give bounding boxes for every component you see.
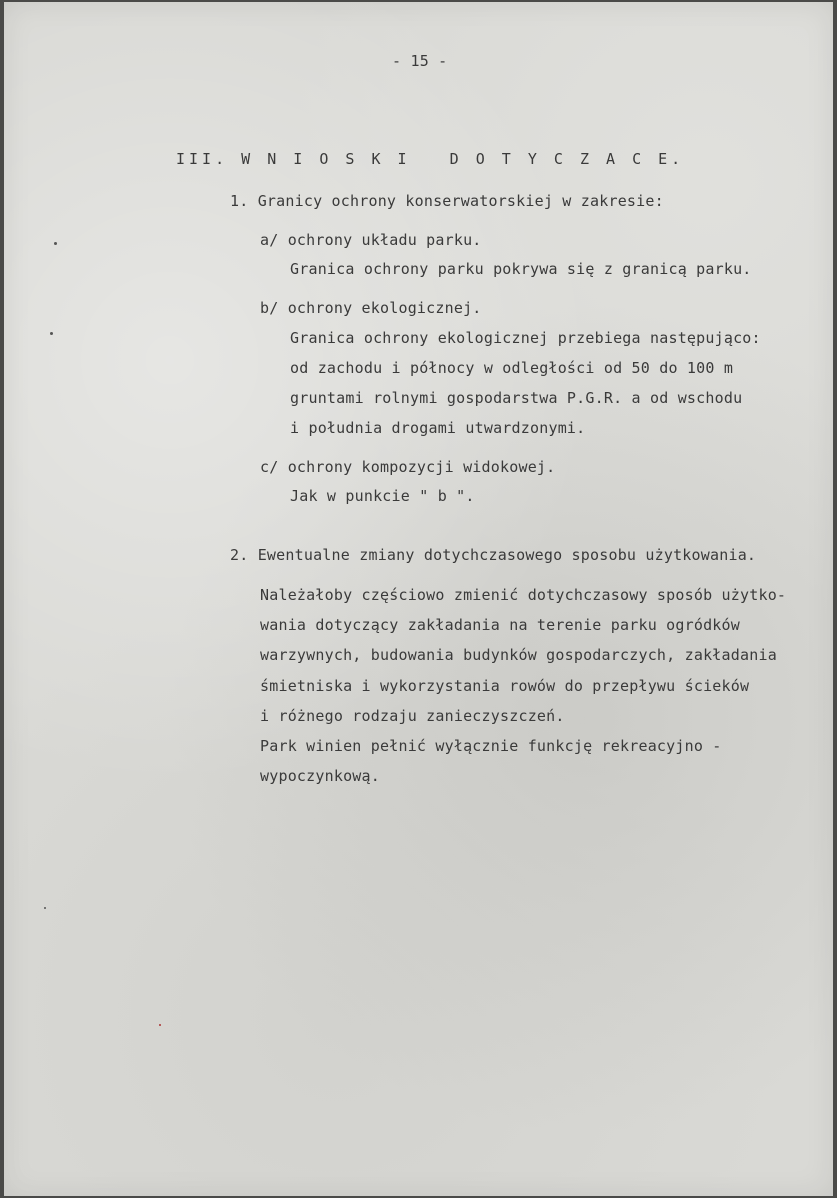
item1-a-label: a/ ochrony układu parku. <box>260 231 482 249</box>
item1-b-line: Granica ochrony ekologicznej przebiega następująco: <box>290 329 761 347</box>
item2-line: warzywnych, budowania budynków gospodarczych, zakładania <box>260 646 777 664</box>
item1-c-line: Jak w punkcie " b ". <box>290 487 475 505</box>
item2-line: Park winien pełnić wyłącznie funkcję rekreacyjno - <box>260 737 722 755</box>
item2-line: i różnego rodzaju zanieczyszczeń. <box>260 707 565 725</box>
document-page <box>4 2 833 1196</box>
item2-title: 2. Ewentualne zmiany dotychczasowego sposobu użytkowania. <box>230 546 757 564</box>
item1-title: 1. Granicy ochrony konserwatorskiej w zakresie: <box>230 192 664 210</box>
item1-c-label: c/ ochrony kompozycji widokowej. <box>260 458 556 476</box>
item2-line: śmietniska i wykorzystania rowów do przepływu ścieków <box>260 677 750 695</box>
item1-b-line: gruntami rolnymi gospodarstwa P.G.R. a od wschodu <box>290 389 743 407</box>
item2-line: wania dotyczący zakładania na terenie parku ogródków <box>260 616 740 634</box>
item1-a-line: Granica ochrony parku pokrywa się z granicą parku. <box>290 260 752 278</box>
paper-speck <box>44 907 46 909</box>
paper-speck <box>50 332 53 335</box>
item2-line: Należałoby częściowo zmienić dotychczasowy sposób użytko- <box>260 586 787 604</box>
section-heading: III. W N I O S K I D O T Y C Z A C E. <box>176 150 685 168</box>
paper-speck <box>54 242 57 245</box>
page-number: - 15 - <box>392 52 448 70</box>
item1-b-label: b/ ochrony ekologicznej. <box>260 299 482 317</box>
paper-speck <box>159 1024 161 1026</box>
item1-b-line: i południa drogami utwardzonymi. <box>290 419 586 437</box>
item2-line: wypoczynkową. <box>260 767 380 785</box>
item1-b-line: od zachodu i północy w odległości od 50 do 100 m <box>290 359 734 377</box>
